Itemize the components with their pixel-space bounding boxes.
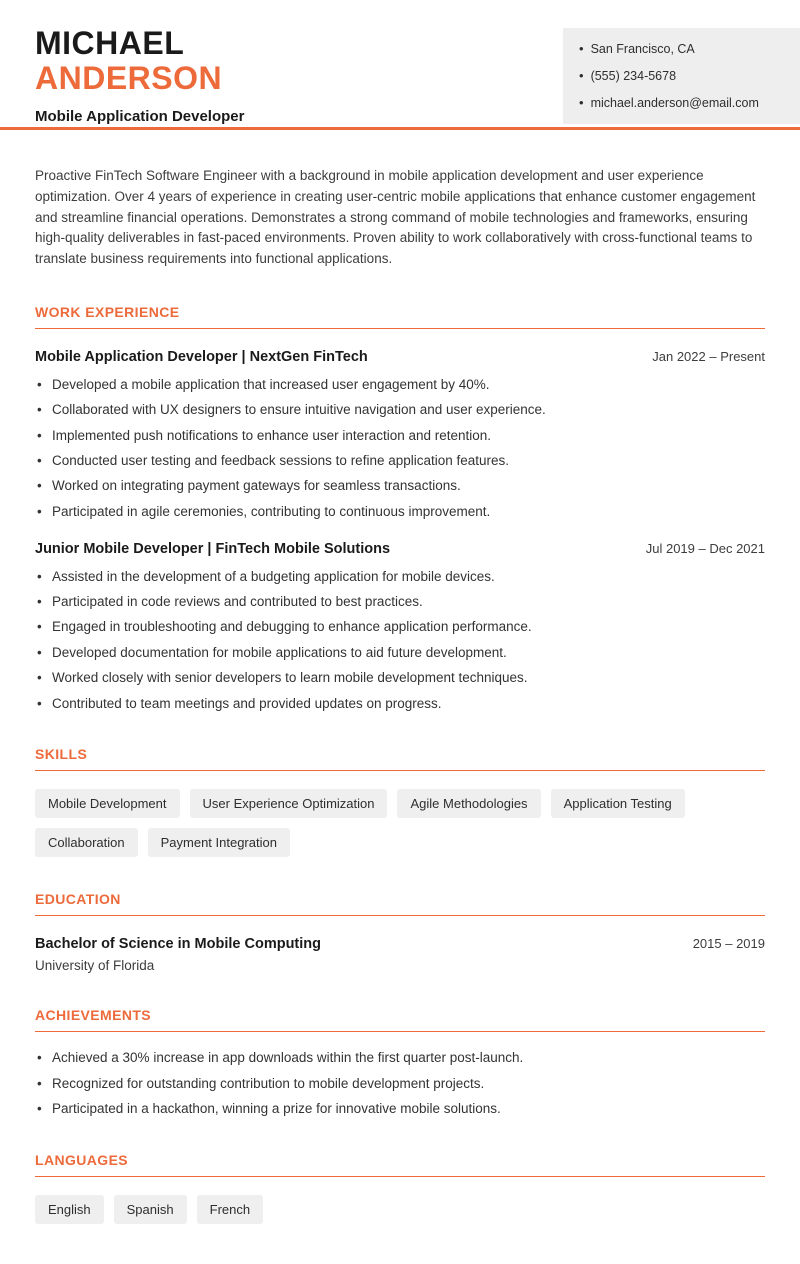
section-languages	[35, 1152, 765, 1224]
job-bullet: • Worked closely with senior developers to learn mobile development techniques.	[35, 670, 765, 687]
resume-content	[0, 166, 800, 1264]
languages-heading: LANGUAGES	[35, 1152, 765, 1177]
work-experience-heading: WORK EXPERIENCE	[35, 304, 765, 329]
skill-tag: User Experience Optimization	[190, 789, 388, 818]
job-title: Junior Mobile Developer | FinTech Mobile Solutions	[35, 540, 391, 557]
language-tag: English	[35, 1195, 104, 1224]
job-bullet: • Implemented push notifications to enhance user interaction and retention.	[35, 428, 765, 445]
section-achievements	[35, 1007, 765, 1118]
achievement-bullet: • Participated in a hackathon, winning a prize for innovative mobile solutions.	[35, 1101, 765, 1118]
job-bullet: • Conducted user testing and feedback sessions to refine application features.	[35, 453, 765, 470]
job-entry-nextgen-fintech	[35, 349, 765, 521]
contact-phone-text: (555) 234-5678	[590, 69, 677, 83]
achievements-heading: ACHIEVEMENTS	[35, 1007, 765, 1032]
job-bullet: • Participated in code reviews and contributed to best practices.	[35, 594, 765, 611]
job-header	[35, 349, 765, 365]
contact-location-text: San Francisco, CA	[590, 42, 695, 56]
job-bullet-list	[35, 569, 765, 713]
skill-tag: Agile Methodologies	[397, 789, 540, 818]
job-bullet: • Collaborated with UX designers to ensure intuitive navigation and user experience.	[35, 402, 765, 419]
achievements-list	[35, 1050, 765, 1118]
contact-item-phone	[579, 68, 784, 84]
section-skills	[35, 746, 765, 857]
job-bullet: • Participated in agile ceremonies, contributing to continuous improvement.	[35, 504, 765, 521]
language-tag: Spanish	[114, 1195, 187, 1224]
job-dates: Jan 2022 – Present	[652, 348, 765, 364]
job-entry-fintech-mobile-solutions	[35, 541, 765, 713]
skill-tag: Application Testing	[551, 789, 685, 818]
page-bottom-padding	[35, 1224, 765, 1264]
job-bullet: • Developed documentation for mobile applications to aid future development.	[35, 645, 765, 662]
skill-tag: Payment Integration	[148, 828, 290, 857]
last-name: ANDERSON	[35, 59, 223, 96]
job-bullet: • Worked on integrating payment gateways for seamless transactions.	[35, 478, 765, 495]
contact-card	[563, 28, 800, 124]
education-dates: 2015 – 2019	[692, 936, 765, 952]
header-job-title: Mobile Application Developer	[35, 108, 245, 126]
section-work-experience	[35, 304, 765, 713]
contact-item-email	[579, 95, 784, 111]
job-bullet: • Assisted in the development of a budgeting application for mobile devices.	[35, 569, 765, 586]
skills-tag-list	[35, 789, 765, 857]
job-header	[35, 541, 765, 557]
contact-email-text: michael.anderson@email.com	[590, 96, 759, 110]
education-heading: EDUCATION	[35, 891, 765, 916]
resume-header	[0, 0, 800, 127]
school-name: University of Florida	[35, 958, 155, 974]
skill-tag: Mobile Development	[35, 789, 180, 818]
education-header	[35, 936, 765, 952]
languages-tag-list	[35, 1195, 765, 1224]
achievement-bullet: • Recognized for outstanding contribution to mobile development projects.	[35, 1076, 765, 1093]
job-title: Mobile Application Developer | NextGen FinTech	[35, 348, 368, 365]
skill-tag: Collaboration	[35, 828, 138, 857]
section-education	[35, 891, 765, 973]
language-tag: French	[197, 1195, 263, 1224]
job-bullet: • Developed a mobile application that increased user engagement by 40%.	[35, 377, 765, 394]
contact-item-location	[579, 41, 784, 57]
education-entry	[35, 936, 765, 973]
bullet-dot-icon: •	[579, 41, 584, 56]
bullet-dot-icon: •	[579, 68, 584, 83]
bullet-dot-icon: •	[579, 95, 584, 110]
job-dates: Jul 2019 – Dec 2021	[645, 540, 765, 556]
first-name: MICHAEL	[35, 25, 185, 61]
header-divider	[0, 127, 800, 130]
achievement-bullet: • Achieved a 30% increase in app downloads within the first quarter post-launch.	[35, 1050, 765, 1067]
job-bullet: • Contributed to team meetings and provided updates on progress.	[35, 696, 765, 713]
summary-text: Proactive FinTech Software Engineer with a background in mobile application development and user experience optimization. Over 4 years of experience in creating user-centric mobile applications that enhance customer engagement and streamline financial operations. Demonstrates a strong command of mobile technologies and frameworks, ensuring high-quality deliverables in fast-paced environments. Proven ability to work collaboratively with cross-functional teams to translate business requirements into functional applications.	[35, 168, 756, 267]
degree-name: Bachelor of Science in Mobile Computing	[35, 936, 321, 953]
job-bullet-list	[35, 377, 765, 521]
job-bullet: • Engaged in troubleshooting and debugging to enhance application performance.	[35, 619, 765, 636]
skills-heading: SKILLS	[35, 746, 765, 771]
